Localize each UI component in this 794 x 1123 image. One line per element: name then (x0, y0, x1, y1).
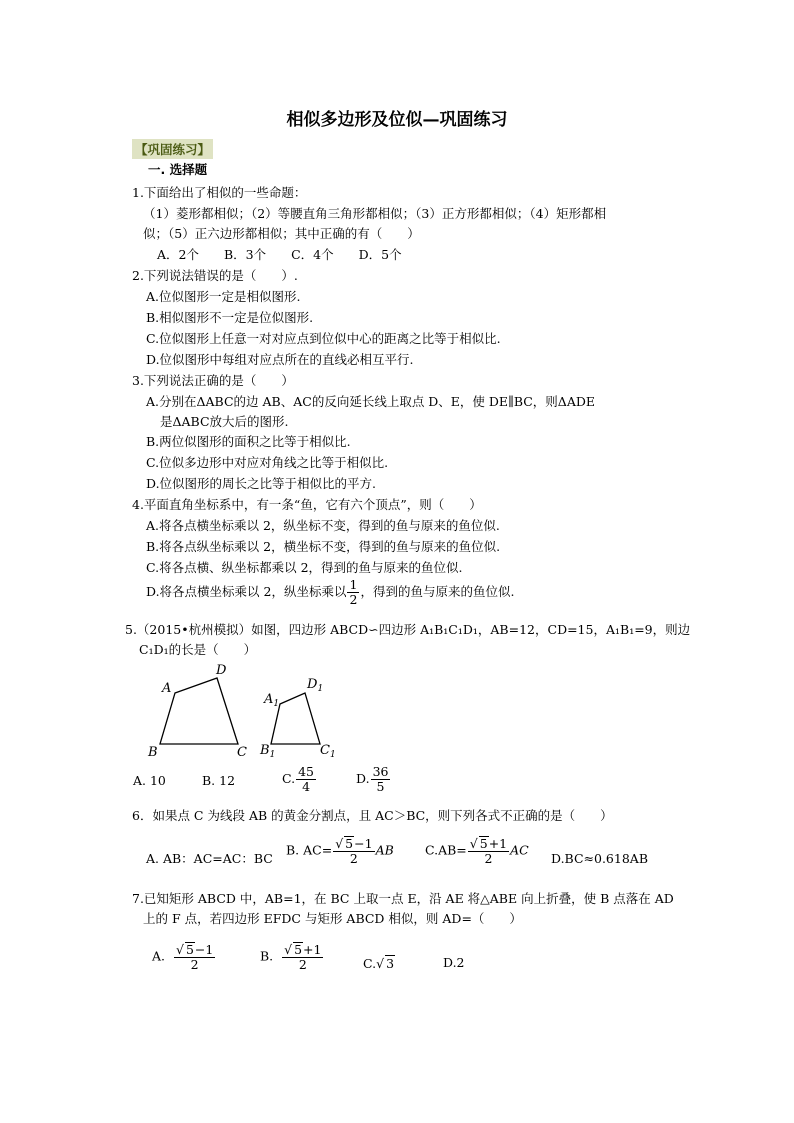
q1-options: A．2个 B．3个 C．4个 D．5个 (157, 247, 402, 262)
page-title: 相似多边形及位似—巩固练习 (286, 110, 508, 130)
q5-c-fraction: $\frac{45}{4}$ (298, 764, 314, 794)
q3-option-a-line1: A.分别在ΔABC的边 AB、AC的反向延长线上取点 D、E，使 DE∥BC，则ΔADE (146, 394, 596, 409)
quadrilateral-abcd (160, 678, 238, 744)
q6-b-fraction: $\frac{√ 5-1}{2}$ (335, 836, 373, 866)
label-b: B (148, 745, 158, 760)
q7-option-b: B. $\frac{√ 5+1}{2}$ (260, 942, 322, 972)
q1-line2: 似；（5）正六边形都相似；其中正确的有（ ） (143, 226, 420, 241)
q4-option-d (146, 578, 514, 607)
q4-option-a: A.将各点横坐标乘以 2，纵坐标不变，得到的鱼与原来的鱼位似. (146, 518, 500, 533)
label-a1: $A_1$ (264, 692, 280, 709)
q6-option-a: A. AB：AC=AC：BC (146, 851, 273, 866)
label-c1: $C_1$ (320, 743, 336, 760)
label-a: A (162, 681, 172, 696)
label-d1: $D_1$ (307, 677, 324, 694)
q5-option-c: C. $\frac{45}{4}$ (282, 764, 314, 794)
q6-option-c: C.AB= $\frac{√ 5+1}{2}$ AC (425, 836, 529, 866)
label-c: C (237, 745, 247, 760)
q7-option-a: A. $\frac{√ 5-1}{2}$ (152, 942, 214, 972)
q2-option-b: B.相似图形不一定是位似图形. (146, 310, 314, 325)
q7-option-c: C.√ 3 (363, 956, 395, 971)
q6-option-d: D.BC≈0.618AB (551, 851, 649, 866)
q6-c-fraction: $\frac{√ 5+1}{2}$ (469, 836, 508, 866)
q1-stem: 1.下面给出了相似的一些命题： (132, 185, 307, 200)
q7-stem: 7.已知矩形 ABCD 中，AB=1，在 BC 上取一点 E，沿 AE 将△ABE 向上折叠，使 B 点落在 AD (132, 891, 674, 906)
q5-d-fraction: $\frac{36}{5}$ (372, 764, 389, 794)
q5-option-a: A. 10 (133, 773, 166, 788)
q7-a-fraction: $\frac{√ 5-1}{2}$ (175, 942, 214, 972)
q4-d-text-post: ，得到的鱼与原来的鱼位似. (360, 584, 515, 599)
label-d: D (216, 663, 227, 678)
section-heading: 一. 选择题 (148, 162, 208, 177)
label-b1: $B_1$ (260, 743, 276, 760)
fraction-denominator: 2 (349, 592, 358, 607)
q6-option-b: B. AC= $\frac{√ 5-1}{2}$ AB (286, 836, 394, 866)
q5-option-d: D. $\frac{36}{5}$ (356, 764, 389, 794)
q6-stem: 6．如果点 C 为线段 AB 的黄金分割点，且 AC＞BC，则下列各式不正确的是（ ） (132, 808, 613, 823)
q1-line1: （1）菱形都相似；（2）等腰直角三角形都相似；（3）正方形都相似；（4）矩形都相 (143, 206, 607, 221)
q4-stem: 4.平面直角坐标系中，有一条“鱼，它有六个顶点”，则（ ） (132, 497, 482, 512)
q2-option-c: C.位似图形上任意一对对应点到位似中心的距离之比等于相似比. (146, 331, 501, 346)
q3-stem: 3.下列说法正确的是（ ） (132, 373, 294, 388)
q5-figure (140, 660, 350, 760)
q5-stem: 5.（2015•杭州模拟）如图，四边形 ABCD∽四边形 A₁B₁C₁D₁，AB=12，CD=15，A₁B₁=9，则边 (125, 622, 691, 637)
q7-b-fraction: $\frac{√ 5+1}{2}$ (284, 942, 322, 972)
q2-option-d: D.位似图形中每组对应点所在的直线必相互平行. (146, 352, 414, 367)
q5-line2: C₁D₁的长是（ ） (139, 642, 257, 657)
q4-option-c: C.将各点横、纵坐标都乘以 2，得到的鱼与原来的鱼位似. (146, 560, 463, 575)
q3-option-a-line2: 是ΔABC放大后的图形. (160, 414, 289, 429)
q5-option-b: B. 12 (202, 773, 236, 788)
q2-option-a: A.位似图形一定是相似图形. (146, 289, 301, 304)
q7-option-d: D.2 (443, 955, 465, 970)
fraction-numerator: 1 (349, 577, 358, 592)
q4-d-text-pre: D.将各点横坐标乘以 2，纵坐标乘以 (146, 584, 347, 599)
q7-line2: 上的 F 点，若四边形 EFDC 与矩形 ABCD 相似，则 AD=（ ） (143, 911, 522, 926)
q2-stem: 2.下列说法错误的是（ ）. (132, 268, 298, 283)
q4-d-fraction (347, 578, 359, 607)
q3-option-b: B.两位似图形的面积之比等于相似比. (146, 434, 351, 449)
section-tag: 【巩固练习】 (132, 139, 213, 159)
q3-option-d: D.位似图形的周长之比等于相似比的平方. (146, 476, 377, 491)
q4-option-b: B.将各点纵坐标乘以 2，横坐标不变，得到的鱼与原来的鱼位似. (146, 539, 501, 554)
q3-option-c: C.位似多边形中对应对角线之比等于相似比. (146, 455, 389, 470)
